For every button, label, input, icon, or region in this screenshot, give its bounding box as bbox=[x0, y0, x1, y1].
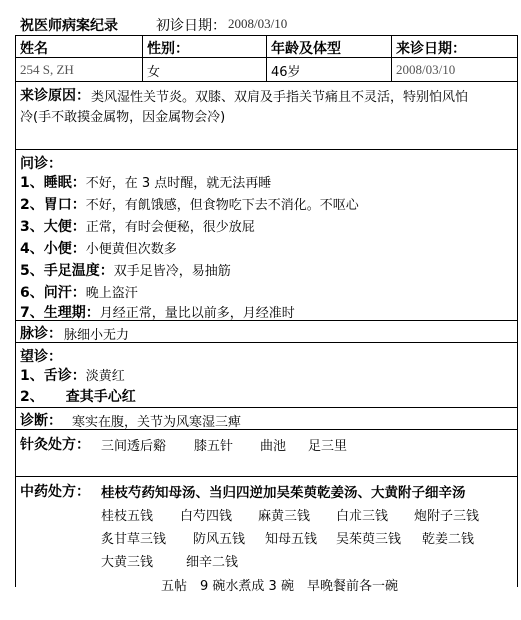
diagnosis-section bbox=[16, 408, 517, 430]
pulse-text: 脉细小无力 bbox=[64, 328, 130, 343]
patient-age: 46岁 bbox=[271, 65, 301, 80]
acupuncture-label: 针灸处方： bbox=[20, 437, 90, 453]
herb-item: 知母五钱 bbox=[265, 532, 318, 547]
herb-item: 炙甘草三钱 bbox=[101, 532, 167, 547]
herb-item: 大黄三钱 bbox=[101, 555, 154, 570]
acupoint: 曲池 bbox=[260, 439, 287, 454]
herbal-formula: 桂枝芍药知母汤、当归四逆加吴茱萸乾姜汤、大黄附子细辛汤 bbox=[101, 485, 466, 501]
dosage-instruction: 五帖 9 碗水煮成 3 碗 早晚餐前各一碗 bbox=[161, 579, 398, 594]
age-header: 年龄及体型 bbox=[271, 41, 341, 57]
herb-item: 白芍四钱 bbox=[180, 509, 233, 524]
herb-item: 桂枝五钱 bbox=[101, 509, 154, 524]
diagnosis-label: 诊断： bbox=[20, 413, 62, 429]
observation-item: 2、 查其手心红 bbox=[20, 389, 136, 405]
pulse-label: 脉诊： bbox=[20, 326, 62, 342]
first-visit-date: 2008/03/10 bbox=[228, 16, 288, 31]
herb-item: 炮附子三钱 bbox=[414, 509, 480, 524]
observation-item: 1、舌诊：淡黄红 bbox=[20, 368, 125, 384]
complaint-label: 来诊原因： bbox=[20, 88, 90, 104]
complaint-section bbox=[16, 82, 517, 150]
gender-header: 性别： bbox=[147, 41, 189, 57]
herb-item: 吴茱萸三钱 bbox=[336, 532, 402, 547]
acupoint: 膝五针 bbox=[194, 439, 234, 454]
inquiry-item: 4、小便：小便黄但次数多 bbox=[20, 241, 177, 257]
patient-name: 254 S, ZH bbox=[20, 62, 74, 77]
herb-item: 白朮三钱 bbox=[336, 509, 389, 524]
pulse-section bbox=[16, 321, 517, 343]
diagnosis-text: 寒实在腹，关节为风寒湿三痺 bbox=[72, 415, 242, 430]
record-title: 祝医师病案纪录 bbox=[20, 18, 118, 34]
acupoint: 足三里 bbox=[308, 439, 348, 454]
record-table bbox=[15, 35, 518, 594]
herb-item: 防风五钱 bbox=[193, 532, 246, 547]
info-header-row bbox=[16, 36, 517, 58]
inquiry-item: 2、胃口：不好，有飢饿感，但食物吃下去不消化。不呕心 bbox=[20, 197, 359, 213]
inquiry-item: 7、生理期：月经正常，量比以前多，月经准时 bbox=[20, 305, 295, 321]
acupuncture-section bbox=[16, 430, 517, 477]
name-header: 姓名 bbox=[20, 41, 48, 57]
inquiry-title: 问诊： bbox=[20, 156, 62, 172]
inquiry-item: 3、大便：正常，有时会便秘，很少放屁 bbox=[20, 219, 255, 235]
observation-section bbox=[16, 343, 517, 408]
inquiry-item: 5、手足温度：双手足皆冷，易抽筋 bbox=[20, 263, 231, 279]
acupoint: 三间透后谿 bbox=[101, 439, 167, 454]
complaint-line-2: 冷(手不敢摸金属物，因金属物会冷) bbox=[20, 110, 226, 125]
record-header bbox=[0, 0, 521, 34]
patient-gender: 女 bbox=[147, 65, 161, 80]
inquiry-item: 6、问汗：晚上盗汗 bbox=[20, 285, 138, 301]
inquiry-item: 1、睡眠：不好，在 3 点时醒，就无法再睡 bbox=[20, 175, 272, 191]
herbal-label: 中药处方： bbox=[20, 484, 90, 500]
inquiry-section bbox=[16, 150, 517, 321]
complaint-line-1: 类风湿性关节炎。双膝、双肩及手指关节痛且不灵活，特别怕风怕 bbox=[91, 90, 469, 105]
herbal-section bbox=[16, 477, 517, 620]
observation-title: 望诊： bbox=[20, 349, 62, 365]
herb-item: 麻黄三钱 bbox=[258, 509, 311, 524]
herb-item: 细辛二钱 bbox=[186, 555, 239, 570]
visit-date: 2008/03/10 bbox=[396, 62, 456, 77]
herb-item: 乾姜二钱 bbox=[422, 532, 475, 547]
info-values-row bbox=[16, 58, 517, 82]
visit-date-header: 来诊日期： bbox=[396, 41, 466, 57]
first-visit-label: 初诊日期： bbox=[156, 18, 226, 34]
